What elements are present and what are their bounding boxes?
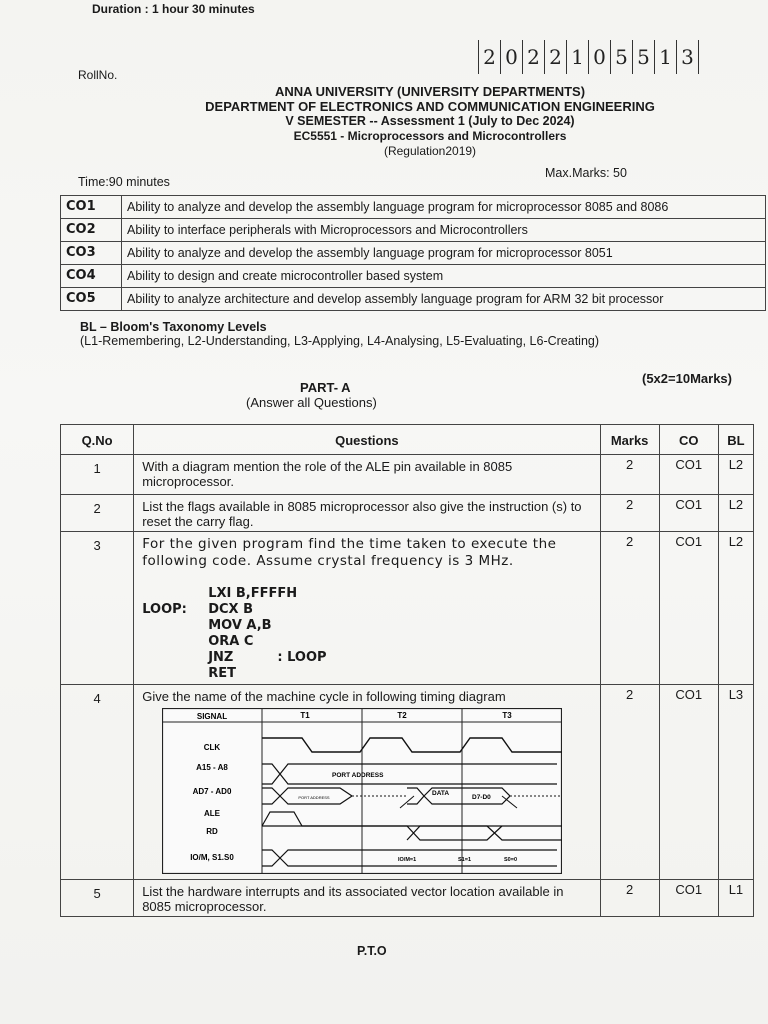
semester-line: V SEMESTER -- Assessment 1 (July to Dec 2024) <box>285 114 575 128</box>
co-description: Ability to design and create microcontroller based system <box>122 265 766 288</box>
question-number: 3 <box>61 532 134 685</box>
co-description: Ability to analyze and develop the assembly language program for microprocessor 8051 <box>122 242 766 265</box>
question-marks: 2 <box>600 532 659 685</box>
question-number: 5 <box>61 880 134 917</box>
co-code: CO3 <box>61 242 122 265</box>
question-text: With a diagram mention the role of the ALE pin available in 8085 microprocessor. <box>134 455 600 495</box>
question-bl: L2 <box>718 532 753 685</box>
column-header-marks: Marks <box>600 425 659 455</box>
table-row <box>61 242 766 265</box>
signal-label: A15 - A8 <box>196 763 229 772</box>
port-address-label: PORT ADDRESS <box>332 772 384 779</box>
question-number: 4 <box>61 685 134 880</box>
question-marks: 2 <box>600 455 659 495</box>
code-line: LXI B,FFFFH <box>208 586 298 601</box>
blooms-levels: (L1-Remembering, L2-Understanding, L3-Applying, L4-Analysing, L5-Evaluating, L6-Creating) <box>80 334 600 348</box>
roll-digit: 3 <box>676 40 699 74</box>
code-label: LOOP: <box>142 602 187 617</box>
code-line: DCX B <box>208 602 253 617</box>
roll-digit: 5 <box>632 40 654 74</box>
roll-digit: 5 <box>610 40 632 74</box>
state-label: T3 <box>502 711 512 720</box>
status-label: S1=1 <box>458 857 472 863</box>
question-text: List the flags available in 8085 microprocessor also give the instruction (s) to reset the carry flag. <box>134 495 600 532</box>
state-label: T2 <box>397 711 407 720</box>
regulation-line: (Regulation2019) <box>383 144 477 158</box>
roll-number-boxes <box>478 40 699 74</box>
table-row <box>61 288 766 311</box>
roll-no-label: RollNo. <box>78 68 118 82</box>
status-label: S0=0 <box>504 857 518 863</box>
question-bl: L2 <box>718 495 753 532</box>
signal-label: ALE <box>204 809 221 818</box>
questions-table <box>60 424 754 917</box>
time-text: Time:90 minutes <box>78 175 170 189</box>
question-marks: 2 <box>600 880 659 917</box>
state-label: T1 <box>300 711 310 720</box>
co-description: Ability to interface peripherals with Microprocessors and Microcontrollers <box>122 219 766 242</box>
co-code: CO5 <box>61 288 122 311</box>
roll-digit: 1 <box>566 40 588 74</box>
question-bl: L2 <box>718 455 753 495</box>
roll-digit: 0 <box>588 40 610 74</box>
question-co: CO1 <box>659 685 718 880</box>
table-row <box>61 495 754 532</box>
table-row <box>61 196 766 219</box>
code-line: : LOOP <box>277 650 327 665</box>
question-number: 2 <box>61 495 134 532</box>
question-co: CO1 <box>659 495 718 532</box>
table-row <box>61 219 766 242</box>
roll-digit: 2 <box>522 40 544 74</box>
code-line: ORA C <box>208 634 254 649</box>
roll-digit: 0 <box>500 40 522 74</box>
question-bl: L1 <box>718 880 753 917</box>
department-name: DEPARTMENT OF ELECTRONICS AND COMMUNICATION ENGINEERING <box>205 99 655 114</box>
co-description: Ability to analyze and develop the assembly language program for microprocessor 8085 and 8086 <box>122 196 766 219</box>
co-code: CO4 <box>61 265 122 288</box>
course-title: EC5551 - Microprocessors and Microcontrollers <box>293 129 567 143</box>
question-text: For the given program find the time taken to execute the following code. Assume crystal frequency is 3 MHz. <box>142 536 557 569</box>
question-co: CO1 <box>659 455 718 495</box>
table-row <box>61 532 754 685</box>
question-co: CO1 <box>659 532 718 685</box>
table-header-row <box>61 425 754 455</box>
question-bl: L3 <box>718 685 753 880</box>
signal-label: AD7 - AD0 <box>192 787 232 796</box>
table-row <box>61 455 754 495</box>
data-label: DATA <box>432 790 450 797</box>
table-row <box>61 685 754 880</box>
question-marks: 2 <box>600 685 659 880</box>
question-text: List the hardware interrupts and its associated vector location available in 8085 microprocessor. <box>134 880 600 917</box>
signal-label: IO/M, S1.S0 <box>190 853 234 862</box>
table-row <box>61 880 754 917</box>
university-name: ANNA UNIVERSITY (UNIVERSITY DEPARTMENTS) <box>274 84 586 99</box>
roll-digit: 1 <box>654 40 676 74</box>
co-description: Ability to analyze architecture and develop assembly language program for ARM 32 bit processor <box>122 288 766 311</box>
question-co: CO1 <box>659 880 718 917</box>
co-code: CO1 <box>61 196 122 219</box>
question-cell <box>134 532 600 685</box>
column-header-bl: BL <box>718 425 753 455</box>
blooms-title: BL – Bloom's Taxonomy Levels <box>80 320 267 334</box>
part-a-subtitle: (Answer all Questions) <box>246 395 377 410</box>
signal-label: RD <box>206 827 218 836</box>
question-cell <box>134 685 600 880</box>
exam-header <box>170 84 690 159</box>
question-number: 1 <box>61 455 134 495</box>
co-code: CO2 <box>61 219 122 242</box>
table-row <box>61 265 766 288</box>
question-marks: 2 <box>600 495 659 532</box>
column-header-co: CO <box>659 425 718 455</box>
port-address-low-label: PORT ADDRESS <box>298 795 330 800</box>
assembly-code-block <box>142 586 591 682</box>
question-text: Give the name of the machine cycle in following timing diagram <box>142 689 506 704</box>
roll-digit: 2 <box>478 40 500 74</box>
code-line: JNZ <box>208 650 234 665</box>
timing-diagram <box>162 708 562 874</box>
code-line: MOV A,B <box>208 618 272 633</box>
column-header-questions: Questions <box>134 425 600 455</box>
roll-digit: 2 <box>544 40 566 74</box>
duration-text: Duration : 1 hour 30 minutes <box>92 2 255 16</box>
column-header-qno: Q.No <box>61 425 134 455</box>
data-bus-label: D7-D0 <box>472 794 491 801</box>
code-line: RET <box>208 666 236 681</box>
max-marks-text: Max.Marks: 50 <box>545 166 627 180</box>
part-a-title: PART- A <box>300 380 351 395</box>
pto-text: P.T.O <box>357 944 387 958</box>
signal-header: SIGNAL <box>197 712 228 721</box>
part-a-marks-note: (5x2=10Marks) <box>642 371 732 386</box>
signal-label: CLK <box>203 743 221 752</box>
status-label: IO/M=1 <box>398 857 417 863</box>
course-outcomes-table <box>60 195 766 311</box>
